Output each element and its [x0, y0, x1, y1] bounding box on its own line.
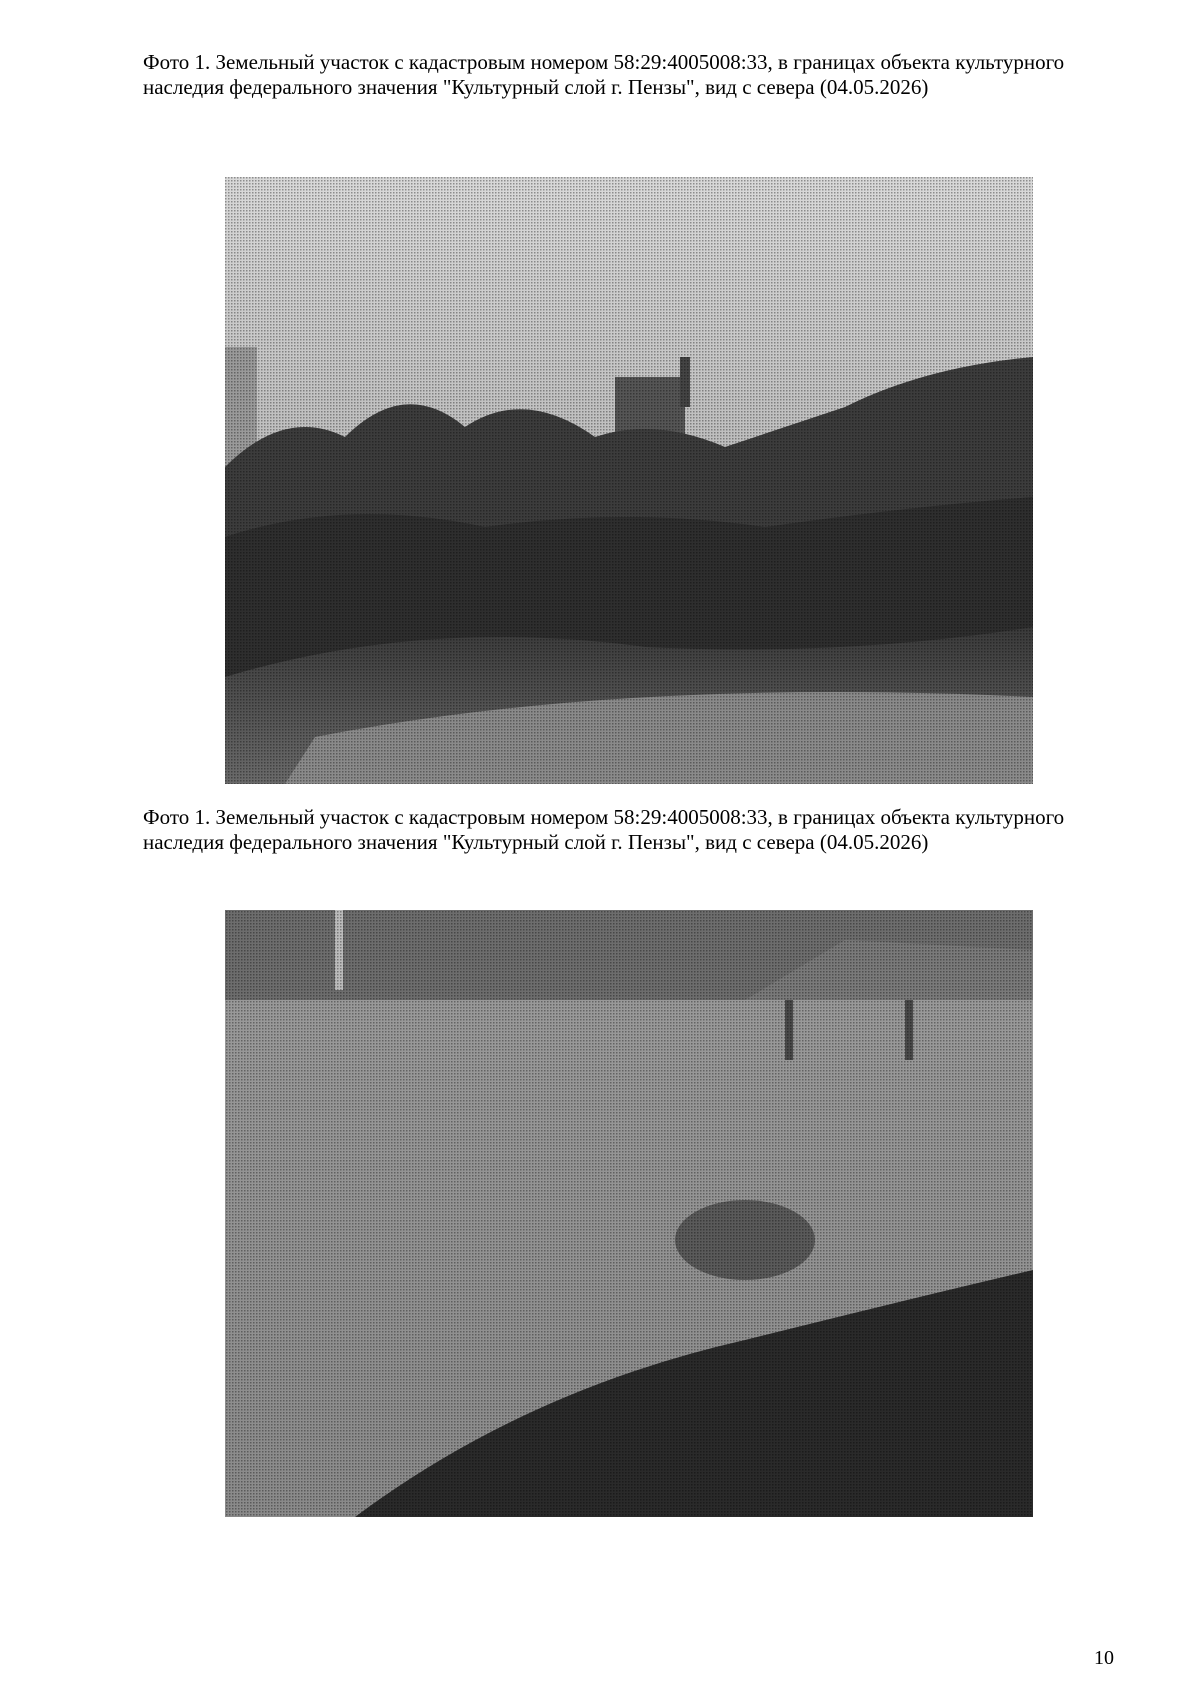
- photo-caption-2: Фото 1. Земельный участок с кадастровым номером 58:29:4005008:33, в границах объекта культурного наследия федерального значения "Культурный слой г. Пензы", вид с севера (04.05.2026): [143, 805, 1065, 854]
- photo-caption-1: Фото 1. Земельный участок с кадастровым номером 58:29:4005008:33, в границах объекта культурного наследия федерального значения "Культурный слой г. Пензы", вид с севера (04.05.2026): [143, 50, 1065, 99]
- photo-1-landscape-trees-buildings: [225, 177, 1033, 784]
- photo-2-image: [225, 910, 1033, 1517]
- page-number: 10: [1094, 1647, 1114, 1669]
- photo-2-grass-field-gazebo: [225, 910, 1033, 1517]
- photo-1-image: [225, 177, 1033, 784]
